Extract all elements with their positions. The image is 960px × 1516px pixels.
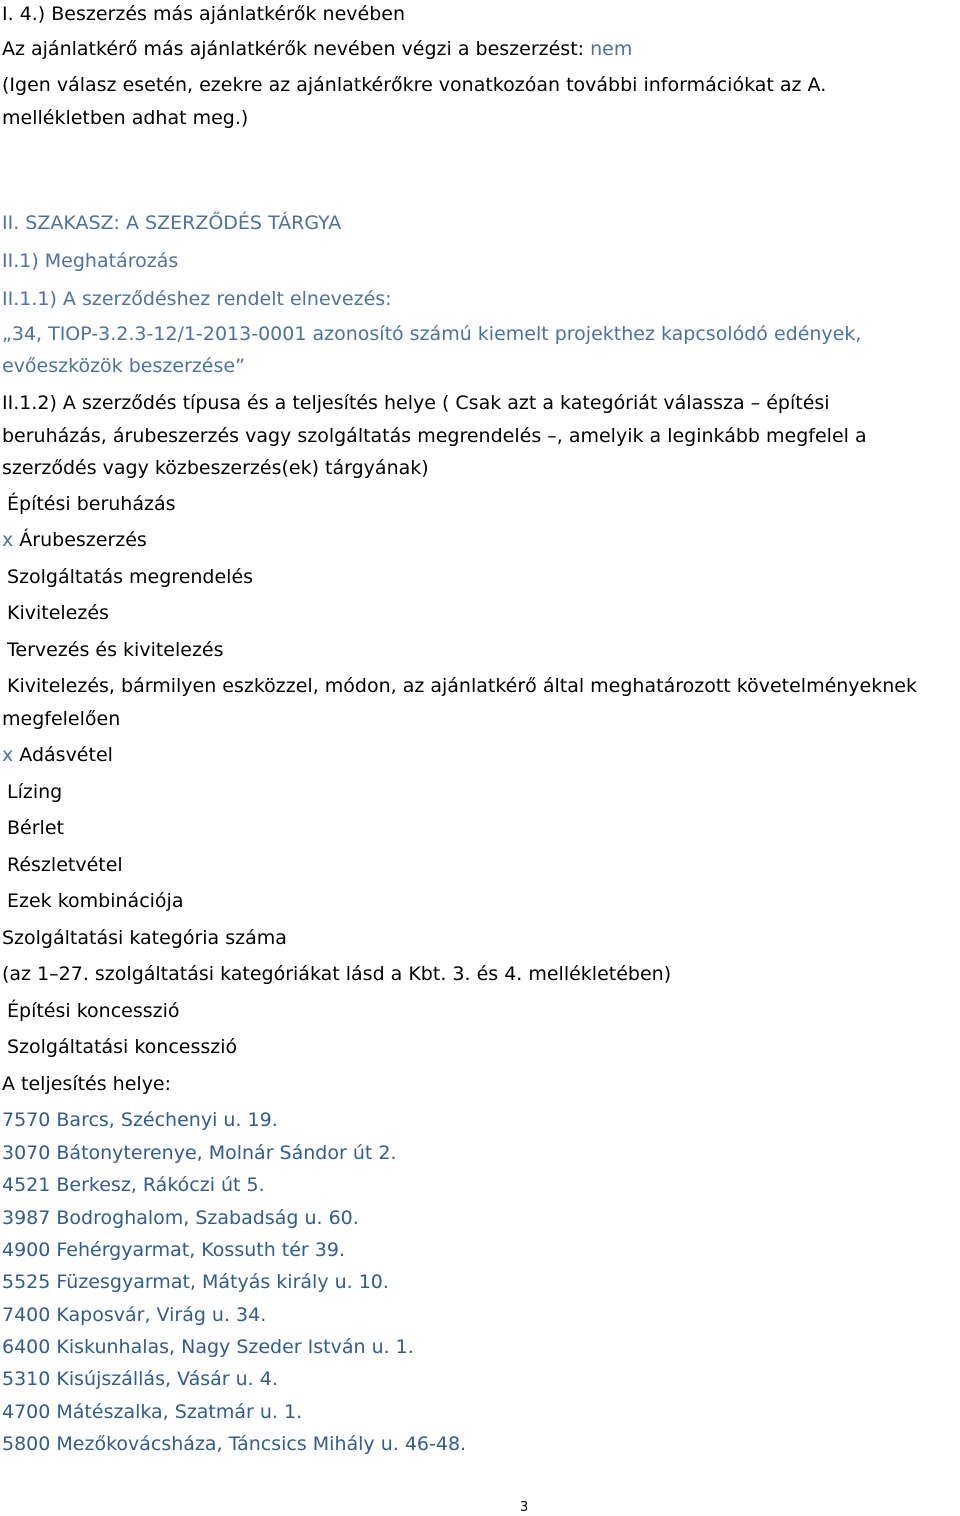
option-tervezes-kivitelezes: Tervezés és kivitelezés (7, 639, 224, 661)
option-adasvetel: Adásvétel (19, 744, 113, 766)
option-kivitelezes-barmilyen-line-1: Kivitelezés, bármilyen eszközzel, módon, az ajánlatkérő által meghatározott követelményeknek (7, 675, 917, 697)
option-arubeszerzes: Árubeszerzés (19, 529, 147, 551)
note-line-2: mellékletben adhat meg.) (2, 107, 249, 129)
subheading-ii12-line-3: szerződés vagy közbeszerzés(ek) tárgyának) (2, 457, 429, 479)
option-reszletvetel: Részletvétel (7, 854, 123, 876)
option-szolgaltatas-megrendeles: Szolgáltatás megrendelés (7, 566, 254, 588)
address-item: 5800 Mezőkovácsháza, Táncsics Mihály u. 46-48. (2, 1433, 467, 1455)
address-item: 7400 Kaposvár, Virág u. 34. (2, 1304, 267, 1326)
option-berlet: Bérlet (7, 817, 64, 839)
option-szolg-koncesszio: Szolgáltatási koncesszió (7, 1036, 238, 1058)
address-item: 4900 Fehérgyarmat, Kossuth tér 39. (2, 1239, 346, 1261)
subheading-ii12-line-2: beruházás, árubeszerzés vagy szolgáltatás megrendelés –, amelyik a leginkább megfelel a (2, 425, 867, 447)
option-epitesi-koncesszio: Építési koncesszió (7, 1000, 180, 1022)
contract-title-line-1: „34, TIOP-3.2.3-12/1-2013-0001 azonosító számú kiemelt projekthez kapcsolódó edények, (2, 323, 862, 345)
contract-title-line-2: evőeszközök beszerzése” (2, 355, 245, 377)
address-item: 5525 Füzesgyarmat, Mátyás király u. 10. (2, 1271, 389, 1293)
selected-mark: x (2, 744, 14, 766)
option-kivitelezes-barmilyen-line-2: megfelelően (2, 708, 121, 730)
address-item: 3987 Bodroghalom, Szabadság u. 60. (2, 1207, 359, 1229)
selected-mark: x (2, 529, 14, 551)
address-item: 3070 Bátonyterenye, Molnár Sándor út 2. (2, 1142, 397, 1164)
note-line-1: (Igen válasz esetén, ezekre az ajánlatkérőkre vonatkozóan további információkat az A. (2, 74, 827, 96)
other-contracting-answer: nem (590, 38, 633, 60)
address-item: 6400 Kiskunhalas, Nagy Szeder István u. 1. (2, 1336, 414, 1358)
address-item: 7570 Barcs, Széchenyi u. 19. (2, 1109, 278, 1131)
option-szolg-kategoria: Szolgáltatási kategória száma (2, 927, 287, 949)
section-heading-ii: II. SZAKASZ: A SZERZŐDÉS TÁRGYA (2, 212, 342, 234)
option-kivitelezes: Kivitelezés (7, 602, 109, 624)
subheading-ii1: II.1) Meghatározás (2, 250, 179, 272)
page-number: 3 (520, 1500, 529, 1515)
option-szolg-kategoria-note: (az 1–27. szolgáltatási kategóriákat lásd a Kbt. 3. és 4. mellékletében) (2, 963, 672, 985)
other-contracting-question: Az ajánlatkérő más ajánlatkérők nevében végzi a beszerzést: (2, 38, 591, 60)
option-kombinacio: Ezek kombinációja (7, 890, 184, 912)
option-arubeszerzes-row (2, 529, 147, 551)
section-heading-i4: I. 4.) Beszerzés más ajánlatkérők nevében (2, 3, 405, 25)
option-epitesi-beruhazas: Építési beruházás (7, 493, 176, 515)
option-lizing: Lízing (7, 781, 63, 803)
performance-place-label: A teljesítés helye: (2, 1073, 172, 1095)
other-contracting-line (2, 38, 632, 60)
subheading-ii12-line-1: II.1.2) A szerződés típusa és a teljesítés helye ( Csak azt a kategóriát válassza – építési (2, 392, 830, 414)
subheading-ii11: II.1.1) A szerződéshez rendelt elnevezés: (2, 288, 392, 310)
option-adasvetel-row (2, 744, 113, 766)
address-item: 5310 Kisújszállás, Vásár u. 4. (2, 1368, 278, 1390)
address-item: 4521 Berkesz, Rákóczi út 5. (2, 1174, 265, 1196)
address-item: 4700 Mátészalka, Szatmár u. 1. (2, 1401, 303, 1423)
